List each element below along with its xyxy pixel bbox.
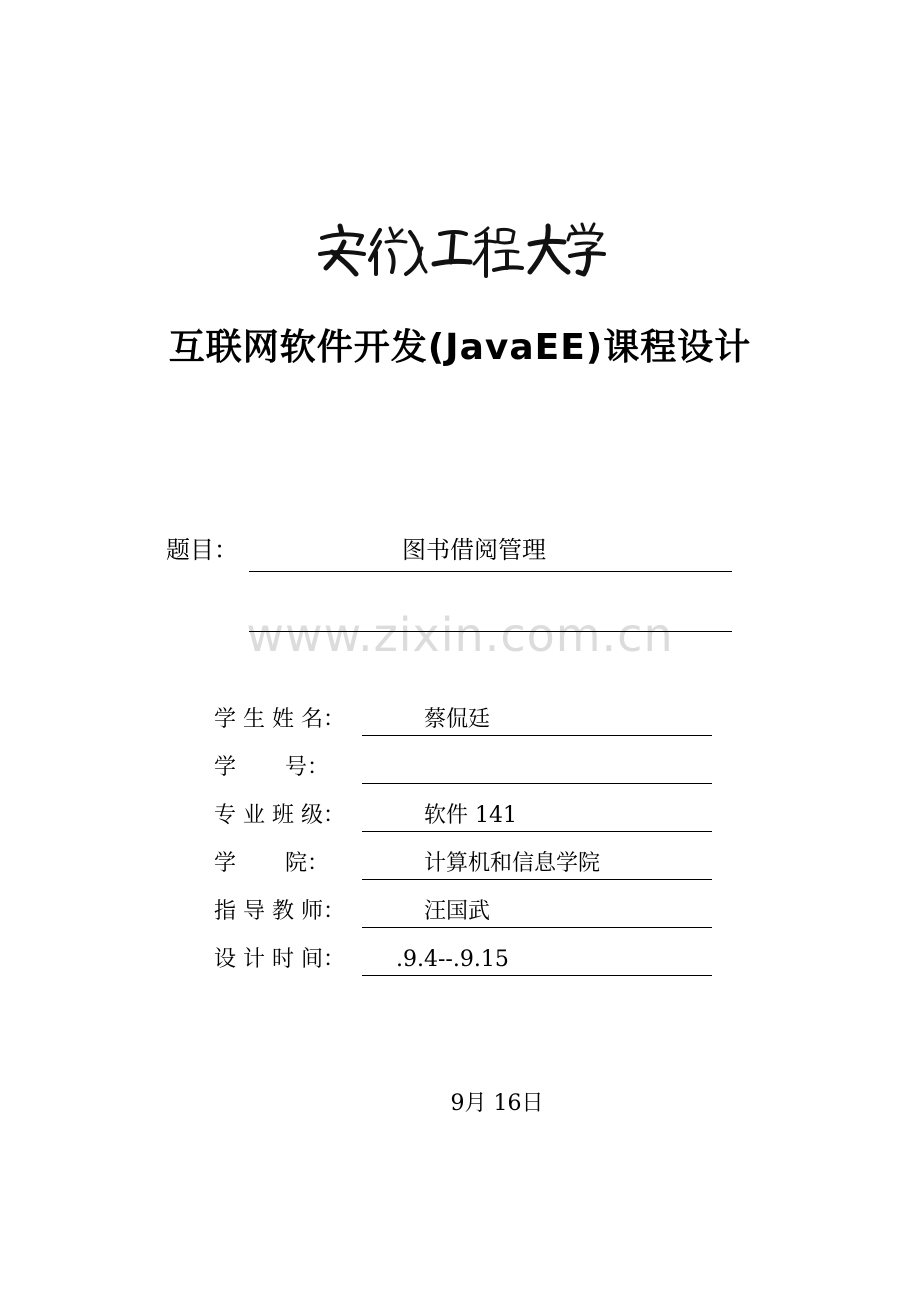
info-underline [362,975,712,976]
info-value: 软件 141 [424,803,517,828]
topic-label: 题目： [166,536,238,564]
info-value: .9.4--.9.15 [396,947,509,972]
calligraphy-logo-icon [310,212,610,282]
course-title: 互联网软件开发(JavaEE)课程设计 [168,327,752,368]
info-underline [362,927,712,928]
info-row-major-class [214,798,714,838]
watermark: www.zixin.com.cn [246,608,674,662]
info-label: 指 导 教 师： [214,899,345,924]
info-label: 学 院： [214,851,329,876]
topic-underline [249,571,732,572]
university-logo [300,212,620,282]
document-date: 9月 16日 [450,1091,544,1116]
info-underline [362,831,712,832]
info-row-college [214,846,714,886]
info-underline [362,735,712,736]
info-row-advisor [214,894,714,934]
info-label: 学 生 姓 名： [214,707,345,732]
topic-value: 图书借阅管理 [402,536,546,564]
info-label: 专 业 班 级： [214,803,345,828]
info-value: 汪国武 [424,899,491,924]
info-value: 计算机和信息学院 [424,851,601,876]
info-label: 学 号： [214,755,329,780]
topic-underline-2 [249,631,732,632]
info-row-design-period [214,942,714,982]
info-row-student-name [214,702,714,742]
info-value: 蔡侃廷 [424,707,491,732]
info-row-student-id [214,750,714,790]
info-underline [362,783,712,784]
info-label: 设 计 时 间： [214,947,345,972]
info-underline [362,879,712,880]
